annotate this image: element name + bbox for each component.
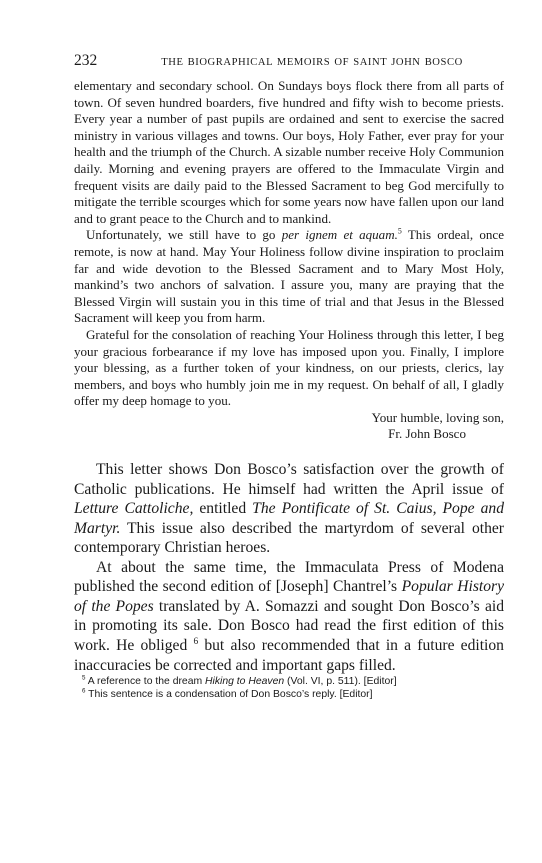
narrative-paragraph-2: At about the same time, the Immaculata Press of Modena published the second edition of [Joseph] Chantrel’s Popular History of the Popes translated by A. Somazzi and sought Don Bosco’s aid in promoting its sale. Don Bosco had read the first edition of this work. He obliged $^6$ but also recommended that in a future edition inaccuracies be corrected and important gaps filled. xyxy=(74,558,505,674)
footnotes xyxy=(74,676,504,701)
footnote-ref-6: 6 xyxy=(193,636,199,647)
page-number: 232 xyxy=(74,52,98,69)
publication-title: Letture Cattoliche, xyxy=(74,500,194,518)
latin-phrase: per ignem et aquam. xyxy=(281,227,398,243)
footnote-ref-5: 5 xyxy=(397,227,402,236)
issue-title: The Pontificate of St. Caius, Pope and Martyr. xyxy=(74,500,504,537)
running-title: THE BIOGRAPHICAL MEMOIRS OF SAINT JOHN BOSCO xyxy=(161,57,463,68)
letter-signoff xyxy=(74,410,504,443)
book-title: Popular History of the Popes xyxy=(74,578,505,615)
narrative-text xyxy=(74,460,504,675)
footnote-5: $^5$ A reference to the dream Hiking to Heaven (Vol. VI, p. 511). [Editor] xyxy=(82,674,397,688)
book-page xyxy=(74,52,504,701)
running-header xyxy=(74,52,504,72)
letter-paragraph-1: elementary and secondary school. On Sundays boys flock there from all parts of town. Of seven hundred boarders, five hundred and fifty wish to become priests. Every year a number of past pupils are ordained and sent to exercise the sacred ministry in various villages and towns. Our boys, Holy Father, ever pray for your health and the triumph of the Church. A sizable number receive Holy Communion daily. Morning and evening prayers are offered to the Immaculate Virgin and frequent visits are daily paid to the Blessed Sacrament to beg God mercifully to mitigate the terrible scourges which for some years now have fallen upon our land and to grant peace to the Church and to mankind. xyxy=(74,78,504,226)
footnote-6: $^6$ This sentence is a condensation of Don Bosco’s reply. [Editor] xyxy=(82,687,373,700)
narrative-paragraph-1: This letter shows Don Bosco’s satisfaction over the growth of Catholic publications. He himself had written the April issue of Letture Cattoliche, entitled The Pontificate of St. Caius, Pope and Martyr. This issue also described the martyrdom of several other contemporary Christian heroes. xyxy=(74,461,504,557)
signoff-closing: Your humble, loving son, xyxy=(371,409,504,425)
letter-paragraph-3: Grateful for the consolation of reaching Your Holiness through this letter, I beg your gracious forbearance if my love has imposed upon you. Finally, I implore your blessing, as a further token of your kindness, on our priests, clerics, lay members, and boys who humbly join me in my request. On behalf of all, I gladly offer my deep homage to you. xyxy=(74,326,504,409)
letter-text xyxy=(74,78,504,443)
letter-paragraph-2: Unfortunately, we still have to go per ignem et aquam.$^5$ This ordeal, once remote, is now at hand. May Your Holiness follow divine inspiration to proclaim far and wide devotion to the Blessed Sacrament and to Mary Most Holy, mankind’s two anchors of salvation. I assure you, many are praying that the Blessed Virgin will sustain you in this time of trial and that Jesus in the Blessed Sacrament will keep you from harm. xyxy=(74,227,504,326)
signoff-signature: Fr. John Bosco xyxy=(388,426,466,442)
